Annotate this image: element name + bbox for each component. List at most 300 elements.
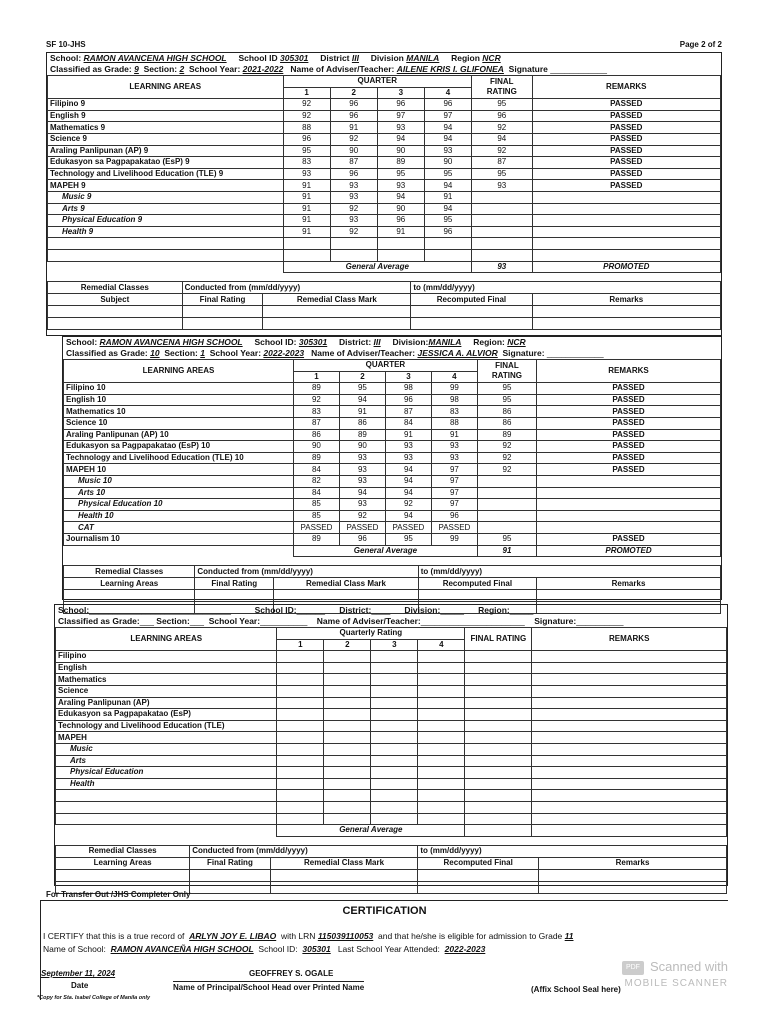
remarks-cell — [532, 249, 720, 261]
quarter-grade — [324, 732, 371, 744]
final-rating — [465, 767, 532, 779]
subject-cell: Arts 10 — [64, 487, 294, 499]
quarter-grade — [371, 755, 418, 767]
remarks-cell — [532, 767, 727, 779]
col-remarks: REMARKS — [532, 76, 720, 99]
final-rating: 89 — [477, 429, 536, 441]
quarter-grade: 91 — [424, 191, 471, 203]
quarter-1: 1 — [283, 87, 330, 99]
quarter-grade — [418, 674, 465, 686]
table-row — [48, 203, 721, 215]
subject-cell: Edukasyon sa Pagpapakatao (EsP) 10 — [64, 441, 294, 453]
final-rating: 92 — [477, 464, 536, 476]
table-row — [64, 452, 721, 464]
quarter-grade — [371, 813, 418, 825]
final-rating: 92 — [477, 441, 536, 453]
pdf-icon: PDF — [622, 961, 644, 975]
subject-cell — [48, 249, 284, 261]
final-rating — [465, 662, 532, 674]
remarks-cell — [532, 226, 720, 238]
quarter-grade — [377, 249, 424, 261]
subject-cell: Edukasyon sa Pagpapakatao (EsP) — [56, 709, 277, 721]
remedial-title: Remedial Classes — [64, 566, 195, 578]
quarter-grade — [418, 790, 465, 802]
remedial-title: Remedial Classes — [48, 282, 183, 294]
blank-cell — [532, 318, 720, 330]
final-rating: 86 — [477, 417, 536, 429]
quarter-2: 2 — [339, 371, 385, 383]
quarter-grade — [277, 778, 324, 790]
quarter-grade: 89 — [339, 429, 385, 441]
quarter-grade: 95 — [283, 145, 330, 157]
subject-cell: Journalism 10 — [64, 533, 294, 545]
remarks-cell: PASSED — [537, 394, 721, 406]
table-row — [64, 475, 721, 487]
remedial-col: Subject — [48, 294, 183, 306]
subject-cell: Health 9 — [48, 226, 284, 238]
quarter-grade: 96 — [330, 99, 377, 111]
quarter-grade: 91 — [283, 191, 330, 203]
quarter-grade: 84 — [293, 464, 339, 476]
quarter-grade: 96 — [339, 533, 385, 545]
final-rating — [471, 226, 532, 238]
quarter-grade: 93 — [339, 464, 385, 476]
quarter-grade — [424, 249, 471, 261]
cert-date: September 11, 2024 — [41, 969, 116, 978]
blank-cell — [270, 881, 418, 893]
quarter-grade — [418, 755, 465, 767]
quarter-grade: 97 — [431, 487, 477, 499]
table-row — [56, 685, 727, 697]
remarks-cell — [532, 801, 727, 813]
remedial-col: Remedial Class Mark — [270, 857, 418, 869]
final-rating: 92 — [471, 145, 532, 157]
quarter-grade: 85 — [293, 510, 339, 522]
subject-cell: English 10 — [64, 394, 294, 406]
remarks-cell: PASSED — [537, 406, 721, 418]
col-final-rating: FINAL RATING — [465, 628, 532, 651]
quarter-grade — [324, 743, 371, 755]
final-rating — [465, 720, 532, 732]
quarter-grade — [324, 662, 371, 674]
footnote: *Copy for Sta. Isabel College of Manila only — [37, 995, 151, 1001]
quarter-grade: 94 — [385, 510, 431, 522]
remarks-cell: PASSED — [532, 145, 720, 157]
table-row — [48, 191, 721, 203]
subject-cell: Physical Education 9 — [48, 215, 284, 227]
quarter-grade: 97 — [424, 110, 471, 122]
quarter-grade — [371, 720, 418, 732]
remedial-table — [47, 281, 721, 330]
quarter-grade: 91 — [330, 122, 377, 134]
subject-cell: MAPEH 9 — [48, 180, 284, 192]
remarks-cell: PASSED — [537, 429, 721, 441]
table-row — [64, 533, 721, 545]
quarter-grade — [324, 790, 371, 802]
quarter-grade — [277, 790, 324, 802]
subject-cell: Filipino — [56, 651, 277, 663]
quarter-grade — [371, 801, 418, 813]
quarter-grade: 94 — [385, 464, 431, 476]
blank-cell — [418, 590, 536, 602]
remarks-cell — [532, 651, 727, 663]
quarter-grade: 93 — [330, 191, 377, 203]
subject-cell: Arts 9 — [48, 203, 284, 215]
blank-cell — [270, 869, 418, 881]
quarter-grade — [324, 720, 371, 732]
table-row — [56, 743, 727, 755]
promotion-status — [532, 825, 727, 837]
conducted-from: Conducted from (mm/dd/yyyy) — [182, 282, 411, 294]
quarter-grade — [277, 662, 324, 674]
form-code: SF 10-JHS — [46, 40, 86, 49]
quarter-grade: 93 — [283, 168, 330, 180]
subject-cell: Araling Panlipunan (AP) 10 — [64, 429, 294, 441]
quarter-grade: 91 — [339, 406, 385, 418]
conducted-from: Conducted from (mm/dd/yyyy) — [195, 566, 418, 578]
blank-cell — [418, 869, 539, 881]
final-rating — [477, 522, 536, 534]
subject-cell — [56, 813, 277, 825]
general-average-label: General Average — [283, 261, 471, 273]
quarter-3: 3 — [385, 371, 431, 383]
subject-cell: Araling Panlipunan (AP) — [56, 697, 277, 709]
quarter-grade: 92 — [293, 394, 339, 406]
quarter-grade — [324, 778, 371, 790]
subject-cell: English — [56, 662, 277, 674]
subject-cell — [56, 790, 277, 802]
conducted-to: to (mm/dd/yyyy) — [418, 845, 727, 857]
subject-cell: Arts — [56, 755, 277, 767]
blank-cell — [182, 318, 263, 330]
remarks-cell: PASSED — [537, 441, 721, 453]
blank-cell — [263, 306, 411, 318]
table-row — [56, 813, 727, 825]
quarter-grade: 87 — [293, 417, 339, 429]
quarter-grade — [283, 249, 330, 261]
quarter-grade: 84 — [293, 487, 339, 499]
remarks-cell — [532, 662, 727, 674]
final-rating — [465, 651, 532, 663]
quarter-grade — [277, 674, 324, 686]
quarter-grade: 97 — [377, 110, 424, 122]
table-row — [48, 145, 721, 157]
quarter-grade — [371, 697, 418, 709]
promotion-status: PROMOTED — [537, 545, 721, 557]
table-row — [56, 674, 727, 686]
subject-cell: Health — [56, 778, 277, 790]
quarter-grade: 89 — [293, 533, 339, 545]
spacer — [48, 261, 284, 273]
subject-cell: Edukasyon sa Pagpapakatao (EsP) 9 — [48, 157, 284, 169]
final-rating — [465, 778, 532, 790]
quarter-grade: 83 — [283, 157, 330, 169]
principal-label: Name of Principal/School Head over Printed Name — [173, 983, 365, 992]
col-quarter: QUARTER — [293, 360, 477, 372]
remarks-cell — [537, 522, 721, 534]
spacer — [64, 545, 294, 557]
final-rating: 95 — [471, 168, 532, 180]
school-info-row: School: RAMON AVANCENA HIGH SCHOOL School ID 305301 District III Division MANILA Region NCR — [50, 53, 501, 63]
table-row — [56, 755, 727, 767]
final-rating — [465, 709, 532, 721]
general-average-label: General Average — [277, 825, 465, 837]
table-row — [48, 99, 721, 111]
quarter-grade: 99 — [431, 533, 477, 545]
quarter-grade — [418, 685, 465, 697]
quarter-grade: 85 — [293, 499, 339, 511]
quarter-grade: 96 — [424, 99, 471, 111]
quarter-grade: 94 — [424, 122, 471, 134]
table-row — [56, 778, 727, 790]
remarks-cell — [532, 790, 727, 802]
quarter-grade — [277, 755, 324, 767]
quarter-grade: 95 — [377, 168, 424, 180]
quarter-grade — [324, 755, 371, 767]
table-row — [64, 510, 721, 522]
quarter-3: 3 — [377, 87, 424, 99]
quarter-grade: 96 — [330, 110, 377, 122]
final-rating — [477, 487, 536, 499]
quarter-grade: 96 — [424, 226, 471, 238]
quarter-grade — [371, 662, 418, 674]
remarks-cell — [532, 674, 727, 686]
lrn: 115039110053 — [317, 931, 374, 941]
scanner-watermark: PDF Scanned with MOBILE SCANNER — [622, 960, 728, 991]
quarter-grade: 96 — [283, 133, 330, 145]
remedial-col: Remarks — [537, 578, 721, 590]
quarter-grade: 96 — [377, 99, 424, 111]
final-rating — [471, 203, 532, 215]
quarter-grade: 98 — [431, 394, 477, 406]
quarter-grade: 94 — [424, 203, 471, 215]
quarter-grade: 94 — [339, 487, 385, 499]
remedial-title: Remedial Classes — [56, 845, 190, 857]
quarter-grade: 88 — [431, 417, 477, 429]
quarter-grade — [324, 813, 371, 825]
remarks-cell — [537, 499, 721, 511]
grade-9-record — [46, 52, 722, 336]
quarter-grade: 92 — [330, 203, 377, 215]
spacer — [56, 825, 277, 837]
blank-cell — [411, 306, 532, 318]
remarks-cell — [532, 238, 720, 250]
remarks-cell — [532, 697, 727, 709]
school-name: RAMON AVANCENA HIGH SCHOOL — [83, 53, 227, 63]
blank-cell — [274, 590, 419, 602]
final-rating: 92 — [477, 452, 536, 464]
quarter-grade: 96 — [431, 510, 477, 522]
col-final-rating: FINAL RATING — [471, 76, 532, 99]
remarks-cell — [532, 743, 727, 755]
subject-cell: Music 9 — [48, 191, 284, 203]
quarter-grade — [371, 778, 418, 790]
quarter-grade — [418, 813, 465, 825]
quarter-grade: 86 — [293, 429, 339, 441]
table-row — [56, 709, 727, 721]
school-info-row: School: RAMON AVANCENA HIGH SCHOOL School ID: 305301 District: III Division:MANILA Region: NCR — [66, 337, 526, 347]
quarter-grade — [330, 238, 377, 250]
subject-cell: Music 10 — [64, 475, 294, 487]
remedial-table — [55, 845, 727, 894]
certification-title: CERTIFICATION — [342, 905, 427, 917]
table-row — [56, 651, 727, 663]
table-row — [48, 249, 721, 261]
blank-cell — [190, 881, 271, 893]
quarter-grade: 91 — [385, 429, 431, 441]
col-quarter: Quarterly Rating — [277, 628, 465, 640]
quarter-grade — [324, 767, 371, 779]
quarter-grade: 93 — [385, 452, 431, 464]
subject-cell: Health 10 — [64, 510, 294, 522]
remedial-col: Learning Areas — [56, 857, 190, 869]
quarter-grade: 95 — [385, 533, 431, 545]
remarks-cell — [532, 732, 727, 744]
quarter-grade — [371, 743, 418, 755]
blank-record — [54, 604, 728, 886]
quarter-grade — [277, 813, 324, 825]
final-rating: 93 — [471, 180, 532, 192]
blank-cell — [539, 869, 727, 881]
quarter-grade: PASSED — [431, 522, 477, 534]
table-row — [48, 122, 721, 134]
quarter-grade: 87 — [330, 157, 377, 169]
final-rating — [465, 790, 532, 802]
quarter-grade: 93 — [339, 452, 385, 464]
quarter-grade: 87 — [385, 406, 431, 418]
quarter-grade — [324, 685, 371, 697]
quarter-grade — [330, 249, 377, 261]
quarter-grade — [277, 767, 324, 779]
conducted-from: Conducted from (mm/dd/yyyy) — [190, 845, 418, 857]
quarter-grade: 91 — [283, 203, 330, 215]
quarter-grade: 89 — [293, 452, 339, 464]
final-rating: 86 — [477, 406, 536, 418]
school-info-row: School:______________________________ School ID:______ District:____ Division:_____ Region:_____ — [58, 605, 534, 615]
final-rating — [465, 732, 532, 744]
quarter-grade: PASSED — [385, 522, 431, 534]
blank-cell — [539, 881, 727, 893]
table-row — [64, 464, 721, 476]
table-row — [64, 429, 721, 441]
remarks-cell — [532, 709, 727, 721]
quarter-grade — [371, 651, 418, 663]
quarter-grade: 93 — [339, 499, 385, 511]
remarks-cell: PASSED — [532, 180, 720, 192]
remedial-col: Final Rating — [195, 578, 274, 590]
subject-cell: Technology and Livelihood Education (TLE) — [56, 720, 277, 732]
quarter-grade: 94 — [424, 133, 471, 145]
quarter-grade — [277, 801, 324, 813]
quarter-grade: 90 — [339, 441, 385, 453]
final-rating — [465, 755, 532, 767]
remarks-cell — [532, 191, 720, 203]
remarks-cell: PASSED — [532, 157, 720, 169]
final-rating — [477, 499, 536, 511]
final-rating — [465, 685, 532, 697]
conducted-to: to (mm/dd/yyyy) — [418, 566, 720, 578]
quarter-grade: 99 — [431, 383, 477, 395]
table-row — [48, 226, 721, 238]
class-info-row: Classified as Grade: 10 Section: 1 School Year: 2022-2023 Name of Adviser/Teacher: JESSICA A. ALVIOR Signature: ____________ — [66, 348, 604, 358]
quarter-grade: 96 — [330, 168, 377, 180]
table-row — [56, 767, 727, 779]
quarter-grade: 92 — [283, 110, 330, 122]
quarter-grade: 93 — [330, 180, 377, 192]
remedial-col: Recomputed Final — [418, 857, 539, 869]
quarter-grade: 91 — [283, 215, 330, 227]
grades-table — [55, 627, 727, 837]
grades-table — [47, 75, 721, 273]
remarks-cell — [537, 510, 721, 522]
quarter-grade: 94 — [339, 394, 385, 406]
remarks-cell: PASSED — [537, 452, 721, 464]
final-rating — [465, 801, 532, 813]
final-rating: 87 — [471, 157, 532, 169]
quarter-3: 3 — [371, 639, 418, 651]
quarter-grade: 92 — [339, 510, 385, 522]
remarks-cell: PASSED — [537, 533, 721, 545]
quarter-grade: 91 — [377, 226, 424, 238]
quarter-grade: 98 — [385, 383, 431, 395]
table-row — [64, 499, 721, 511]
quarter-grade: 82 — [293, 475, 339, 487]
table-row — [56, 801, 727, 813]
blank-cell — [537, 590, 721, 602]
quarter-grade — [277, 720, 324, 732]
table-row — [48, 110, 721, 122]
quarter-grade: PASSED — [293, 522, 339, 534]
remarks-cell — [532, 813, 727, 825]
col-learning-areas: LEARNING AREAS — [64, 360, 294, 383]
quarter-grade: PASSED — [339, 522, 385, 534]
table-row — [56, 697, 727, 709]
quarter-4: 4 — [431, 371, 477, 383]
remedial-col: Recomputed Final — [411, 294, 532, 306]
subject-cell: Science 9 — [48, 133, 284, 145]
table-row — [48, 180, 721, 192]
quarter-grade — [324, 801, 371, 813]
quarter-grade: 93 — [385, 441, 431, 453]
quarter-grade: 92 — [283, 99, 330, 111]
quarter-grade: 86 — [339, 417, 385, 429]
student-name: ARLYN JOY E. LIBAO — [189, 931, 277, 941]
final-rating — [477, 475, 536, 487]
table-row — [64, 394, 721, 406]
general-average-value: 93 — [471, 261, 532, 273]
quarter-grade — [277, 697, 324, 709]
quarter-grade — [283, 238, 330, 250]
quarter-grade: 90 — [424, 157, 471, 169]
quarter-grade — [371, 685, 418, 697]
remedial-col: Final Rating — [190, 857, 271, 869]
quarter-grade — [324, 651, 371, 663]
quarter-grade: 93 — [431, 441, 477, 453]
col-learning-areas: LEARNING AREAS — [48, 76, 284, 99]
subject-cell: MAPEH 10 — [64, 464, 294, 476]
quarter-grade — [418, 767, 465, 779]
subject-cell: Music — [56, 743, 277, 755]
quarter-grade: 90 — [377, 145, 424, 157]
general-average-value — [465, 825, 532, 837]
remedial-col: Remedial Class Mark — [263, 294, 411, 306]
quarter-1: 1 — [277, 639, 324, 651]
subject-cell: Araling Panlipunan (AP) 9 — [48, 145, 284, 157]
final-rating — [471, 215, 532, 227]
table-row — [64, 417, 721, 429]
blank-cell — [411, 318, 532, 330]
remedial-col: Remarks — [539, 857, 727, 869]
